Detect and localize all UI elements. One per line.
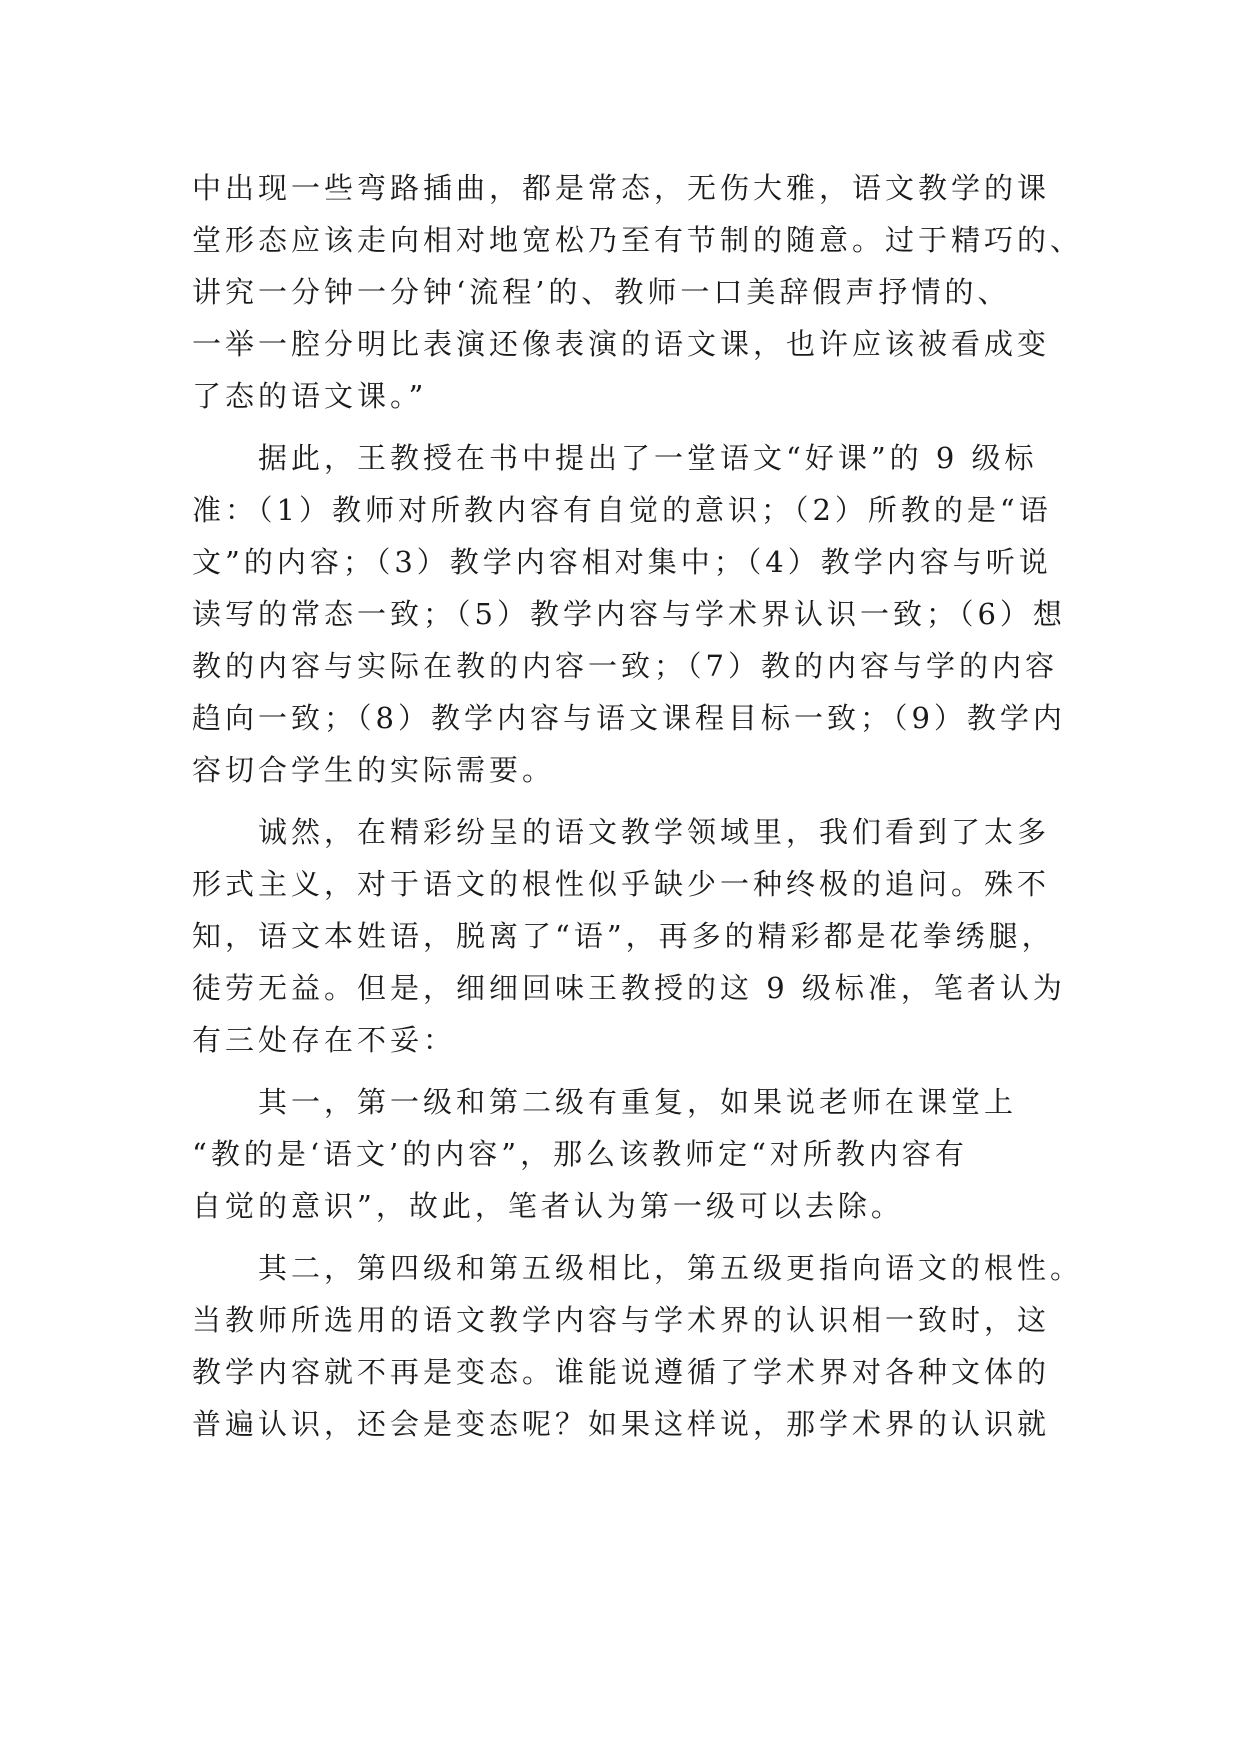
paragraph-3 [192,806,1072,1066]
text-line: 知，语文本姓语，脱离了“语”，再多的精彩都是花拳绣腿， [192,919,1055,953]
text-line: 诚然，在精彩纷呈的语文教学领域里，我们看到了太多 [192,815,1051,849]
paragraph-gap [192,422,1072,432]
text-line: 趋向一致；（8）教学内容与语文课程目标一致；（9）教学内 [192,701,1066,735]
text-line: 其二，第四级和第五级相比，第五级更指向语文的根性。 [192,1251,1084,1285]
paragraph-4 [192,1076,1072,1232]
paragraph-5 [192,1242,1084,1450]
text-line: 中出现一些弯路插曲，都是常态，无伤大雅，语文教学的课 [192,171,1051,205]
paragraph-gap [192,796,1072,806]
text-line: 教学内容就不再是变态。谁能说遵循了学术界对各种文体的 [192,1355,1051,1389]
text-line: 有三处存在不妥： [192,1023,457,1057]
text-line: 据此，王教授在书中提出了一堂语文“好课”的 9 级标 [192,441,1038,475]
paragraph-gap [192,1066,1072,1076]
text-line: 了态的语文课。” [192,379,428,413]
text-line: 堂形态应该走向相对地宽松乃至有节制的随意。过于精巧的、 [192,223,1084,257]
text-line: 一举一腔分明比表演还像表演的语文课，也许应该被看成变 [192,327,1051,361]
paragraph-1 [192,162,1084,422]
text-line: 当教师所选用的语文教学内容与学术界的认识相一致时，这 [192,1303,1051,1337]
body-text [192,162,1084,1450]
text-line: 准：（1）教师对所教内容有自觉的意识；（2）所教的是“语 [192,493,1052,527]
text-line: 普遍认识，还会是变态呢？如果这样说，那学术界的认识就 [192,1407,1051,1441]
text-line: 形式主义，对于语文的根性似乎缺少一种终极的追问。殊不 [192,867,1051,901]
text-line: “教的是‘语文’的内容”，那么该教师定“对所教内容有 [192,1137,968,1171]
paragraph-2 [192,432,1072,796]
text-line: 读写的常态一致；（5）教学内容与学术界认识一致；（6）想 [192,597,1066,631]
text-line: 讲究一分钟一分钟‘流程’的、教师一口美辞假声抒情的、 [192,275,1011,309]
text-line: 文”的内容；（3）教学内容相对集中；（4）教学内容与听说 [192,545,1052,579]
text-line: 教的内容与实际在教的内容一致；（7）教的内容与学的内容 [192,649,1058,683]
paragraph-gap [192,1232,1072,1242]
text-line: 其一，第一级和第二级有重复，如果说老师在课堂上 [192,1085,1018,1119]
text-line: 自觉的意识”，故此，笔者认为第一级可以去除。 [192,1189,904,1223]
text-line: 徒劳无益。但是，细细回味王教授的这 9 级标准，笔者认为 [192,971,1066,1005]
text-line: 容切合学生的实际需要。 [192,753,556,787]
